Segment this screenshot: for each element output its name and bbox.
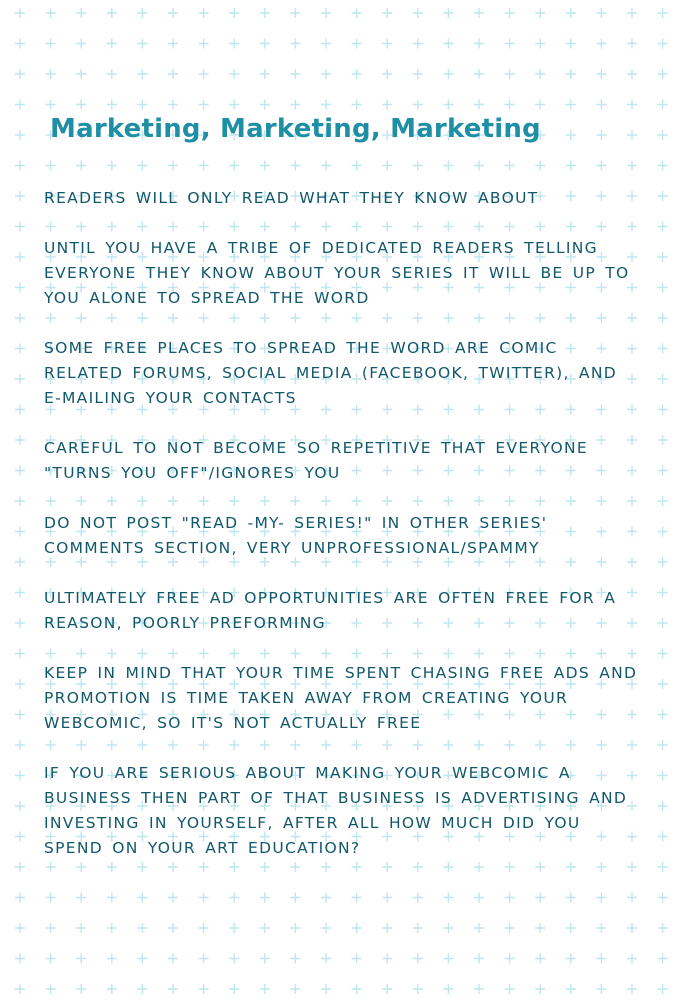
slide-title: Marketing, Marketing, Marketing bbox=[50, 114, 541, 144]
bullet-do-not-post: DO NOT POST "READ -MY- SERIES!" IN OTHER SERIES' COMMENTS SECTION, VERY UNPROFESSIONAL/SPAMMY bbox=[44, 514, 548, 557]
bullet-serious-business: IF YOU ARE SERIOUS ABOUT MAKING YOUR WEBCOMIC A BUSINESS THEN PART OF THAT BUSINESS IS ADVERTISING AND INVESTING IN YOURSELF, AFTER ALL HOW MUCH DID YOU SPEND ON YOUR ART EDUCATION? bbox=[44, 764, 628, 857]
bullet-free-places: SOME FREE PLACES TO SPREAD THE WORD ARE COMIC RELATED FORUMS, SOCIAL MEDIA (FACEBOOK, TWITTER), AND E-MAILING YOUR CONTACTS bbox=[44, 339, 617, 407]
bullet-not-repetitive: CAREFUL TO NOT BECOME SO REPETITIVE THAT EVERYONE "TURNS YOU OFF"/IGNORES YOU bbox=[44, 439, 589, 482]
bullet-free-for-a-reason: ULTIMATELY FREE AD OPPORTUNITIES ARE OFTEN FREE FOR A REASON, POORLY PREFORMING bbox=[44, 589, 617, 632]
bullet-tribe-of-readers: UNTIL YOU HAVE A TRIBE OF DEDICATED READERS TELLING EVERYONE THEY KNOW ABOUT YOUR SERIES IT WILL BE UP TO YOU ALONE TO SPREAD THE WORD bbox=[44, 239, 630, 307]
bullet-time-spent: KEEP IN MIND THAT YOUR TIME SPENT CHASING FREE ADS AND PROMOTION IS TIME TAKEN AWAY FROM CREATING YOUR WEBCOMIC, SO IT'S NOT ACTUALLY FREE bbox=[44, 664, 638, 732]
bullet-readers-know: READERS WILL ONLY READ WHAT THEY KNOW ABOUT bbox=[44, 189, 539, 207]
